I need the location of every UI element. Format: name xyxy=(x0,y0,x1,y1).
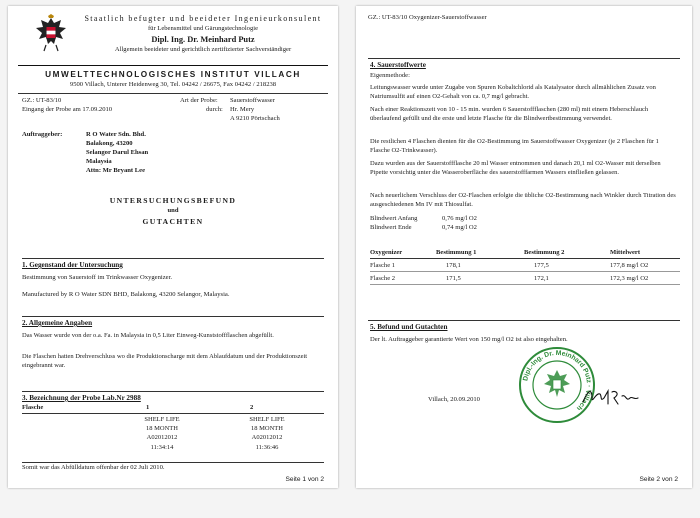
column-header: Bestimmung 1 xyxy=(436,247,524,259)
report-title-line-1: UNTERSUCHUNGSBEFUND xyxy=(109,196,237,205)
method-text-5: Nach neuerlichem Verschluss der O2-Flaschen erfolgte die übliche O2-Bestimmung nach Winkler durch Titration des ausgeschiedenen Mn IV mit Thiosulfat. xyxy=(370,192,676,209)
table-cell: 172,1 xyxy=(524,272,610,285)
submitted-by-address: A 9210 Pörtschach xyxy=(230,115,280,122)
client-line-3: Selangor Darul Ehsan xyxy=(86,149,149,156)
submitted-by-name: Hr. Mery xyxy=(230,106,255,113)
table-cell: 177,8 mg/l O2 xyxy=(610,259,680,272)
bottle-label-table xyxy=(22,415,322,452)
report-title-line-2: und xyxy=(167,207,179,214)
section-2-rule xyxy=(22,316,324,317)
column-header: Bestimmung 2 xyxy=(524,247,610,259)
bottle-2-cell: A02012012 xyxy=(251,434,283,442)
client-label: Auftraggeber: xyxy=(22,131,63,138)
blank-value-end-label: Blindwert Ende xyxy=(370,224,412,231)
section-2-heading: 2. Allgemeine Angaben xyxy=(22,319,93,327)
sample-type-value: Sauerstoffwasser xyxy=(230,97,275,104)
bottle-1-cell: SHELF LIFE xyxy=(144,416,180,423)
method-text-3: Die restlichen 4 Flaschen dienten für die O2-Bestimmung im Sauerstoffwasser Oxygenizer (je 2 Flaschen für 1 Flasche O2-Trinkwasser). xyxy=(370,138,659,155)
bottle-1-cell: 11:34:14 xyxy=(150,443,174,451)
table-cell: Flasche 2 xyxy=(370,272,436,285)
institute-name: UMWELTTECHNOLOGISCHES INSTITUT VILLACH xyxy=(45,70,301,79)
method-text-2: Nach einer Reaktionszeit von 10 - 15 min. wurden 6 Sauerstoffflaschen (280 ml) mit einem Heberschlauch überlaufend gefüllt und die erste und letzte Flasche für die Blindwertbestimmung verwendet. xyxy=(370,106,649,123)
table-cell: 177,5 xyxy=(524,259,610,272)
bottle-2-cell: 11:36:46 xyxy=(255,443,279,451)
bottle-2-header: 2 xyxy=(250,404,254,411)
section-5-rule xyxy=(368,320,680,321)
sample-receipt-date: Eingang der Probe am 17.09.2010 xyxy=(22,106,113,113)
column-header: Mittelwert xyxy=(610,247,680,259)
bottle-1-header: 1 xyxy=(146,404,150,411)
section-2-text-2: Die Flaschen hatten Drehverschluss wo die Produktionscharge mit dem Ablaufdatum und der Produktionszeit eingebrannt war. xyxy=(22,353,308,370)
section-4-rule xyxy=(368,58,680,59)
table-row xyxy=(370,259,680,272)
table-row xyxy=(22,443,322,452)
client-line-4: Malaysia xyxy=(86,158,112,165)
report-page-1 xyxy=(8,6,338,488)
blank-value-start-label: Blindwert Anfang xyxy=(370,215,418,222)
oxygen-results-table xyxy=(370,247,680,285)
page-number: Seite 2 von 2 xyxy=(639,476,678,483)
table-row xyxy=(22,415,322,424)
report-title-line-3: GUTACHTEN xyxy=(142,217,204,226)
bottle-1-cell: A02012012 xyxy=(146,434,178,442)
method-text-1: Leitungswasser wurde unter Zugabe von Spuren Kobaltchlorid als Katalysator durch allmählichen Zusatz von Natriumsulfit auf einen O2-Gehalt von ca. 0,7 mg/l gebracht. xyxy=(370,84,656,101)
client-line-1: R O Water Sdn. Bhd. xyxy=(86,131,146,138)
bottle-table-bottom-rule xyxy=(22,462,324,463)
sample-type-label: Art der Probe: xyxy=(180,97,218,104)
method-label: Eigenmethode: xyxy=(370,72,410,79)
section-1-text-2: Manufactured by R O Water SDN BHD, Balakong, 43200 Selangor, Malaysia. xyxy=(22,291,230,298)
bottle-1-cell: 18 MONTH xyxy=(146,425,178,433)
letterhead-line-4: Allgemein beeideter und gerichtlich zertifizierter Sachverständiger xyxy=(114,46,292,53)
client-line-2: Balakong, 43200 xyxy=(86,140,133,147)
table-cell: 171,5 xyxy=(436,272,524,285)
file-reference: GZ.: UT-83/10 xyxy=(22,97,62,104)
page-number: Seite 1 von 2 xyxy=(285,476,324,483)
section-3-heading: 3. Bezeichnung der Probe Lab.Nr 2988 xyxy=(22,394,141,402)
column-header: Oxygenizer xyxy=(370,247,436,259)
meta-divider xyxy=(18,93,328,94)
svg-text:Dipl.-Ing. Dr. Meinhard Putz ·: Dipl.-Ing. Dr. Meinhard Putz · Villach xyxy=(522,349,593,412)
table-cell: Flasche 1 xyxy=(370,259,436,272)
section-2-text-1: Das Wasser wurde von der o.a. Fa. in Malaysia in 0,5 Liter Einweg-Kunststoffflaschen abgefüllt. xyxy=(22,332,274,339)
blank-value-start: 0,76 mg/l O2 xyxy=(442,215,477,222)
letterhead-line-2: für Lebensmittel und Gärungstechnologie xyxy=(147,25,259,32)
section-5-heading: 5. Befund und Gutachten xyxy=(370,323,448,331)
signature xyxy=(580,386,640,408)
section-1-text-1: Bestimmung von Sauerstoff im Trinkwasser Oxygenizer. xyxy=(22,274,173,281)
table-header-row xyxy=(370,247,680,259)
method-text-4: Dazu wurden aus der Sauerstoffflasche 20 ml Wasser entnommen und danach 20,1 ml O2-Wasser mit derselben Pipette vorsichtig unter die Wasseroberfläche des sauerstofffarmen Wassers einfließen gelassen. xyxy=(370,160,661,177)
section-4-heading: 4. Sauerstoffwerte xyxy=(370,61,426,69)
page-header: GZ.: UT-83/10 Oxygenizer-Sauerstoffwasser xyxy=(368,14,487,21)
section-1-rule xyxy=(22,258,324,259)
letterhead-line-1: Staatlich befugter und beeideter Ingenieurkonsulent xyxy=(84,14,322,23)
section-3-rule xyxy=(22,391,324,392)
client-line-5: Attn: Mr Bryant Lee xyxy=(86,167,146,174)
austrian-eagle-emblem xyxy=(34,14,68,54)
place-and-date: Villach, 20.09.2010 xyxy=(428,396,480,403)
bottle-table-header-rule xyxy=(22,413,324,414)
letterhead-divider xyxy=(18,65,328,66)
table-cell: 178,1 xyxy=(436,259,524,272)
table-row xyxy=(22,424,322,433)
bottle-2-cell: SHELF LIFE xyxy=(249,416,285,423)
letterhead-name: Dipl. Ing. Dr. Meinhard Putz xyxy=(151,35,255,44)
table-row xyxy=(370,272,680,285)
blank-value-end: 0,74 mg/l O2 xyxy=(442,224,477,231)
bottle-column-label: Flasche xyxy=(22,404,44,411)
report-page-2 xyxy=(356,6,692,488)
conclusion-text: Der lt. Auftraggeber garantierte Wert von 150 mg/l O2 ist also eingehalten. xyxy=(370,336,568,343)
section-1-heading: 1. Gegenstand der Untersuchung xyxy=(22,261,123,269)
bottle-2-cell: 18 MONTH xyxy=(251,425,283,433)
table-row xyxy=(22,433,322,442)
table-cell: 172,3 mg/l O2 xyxy=(610,272,680,285)
submitted-by-label: durch: xyxy=(206,106,223,113)
filling-date-note: Somit war das Abfülldatum offenbar der 02 Juli 2010. xyxy=(22,464,165,471)
official-seal-stamp xyxy=(518,346,596,424)
institute-address: 9500 Villach, Unterer Heidenweg 30, Tel. 04242 / 26675, Fax 04242 / 218238 xyxy=(69,81,277,88)
